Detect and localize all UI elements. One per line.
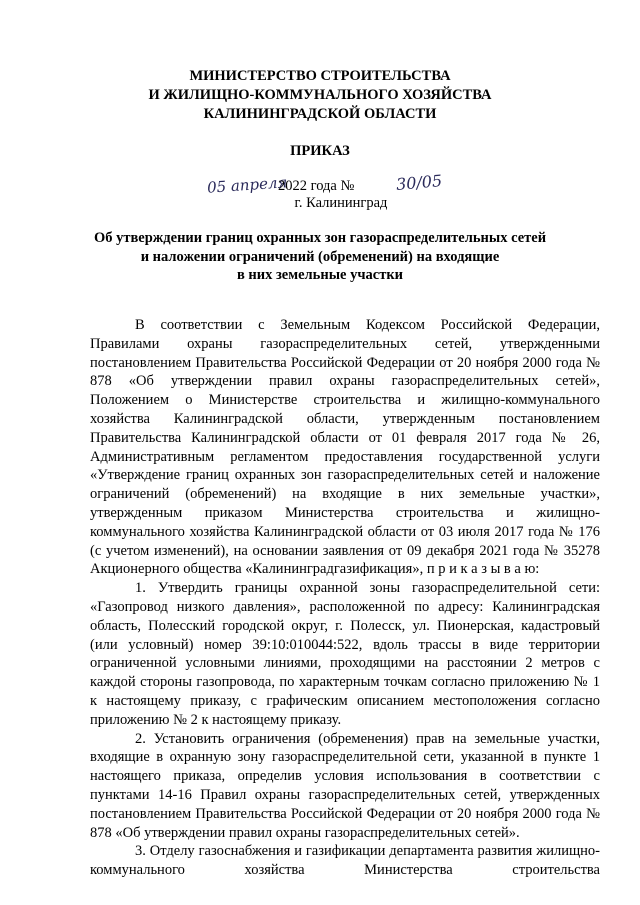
paragraph-item-3: 3. Отделу газоснабжения и газификации департамента развития жилищно-коммунального хозяйства Министерства строительства bbox=[90, 843, 600, 879]
ministry-line: МИНИСТЕРСТВО СТРОИТЕЛЬСТВА bbox=[189, 68, 451, 84]
ministry-line: И ЖИЛИЩНО-КОММУНАЛЬНОГО ХОЗЯЙСТВА bbox=[148, 87, 492, 103]
paragraph-item-2: 2. Установить ограничения (обременения) прав на земельные участки, входящие в охранную зону газораспределительной сети, указанной в пункте 1 настоящего приказа, определив условия использования в соответствии с пунктами 14-16 Правил охраны газораспределительных сетей, утвержденных постановлением Правительства Российской Федерации от 20 ноября 2000 года № 878 «Об утверждении правил охраны газораспределительных сетей». bbox=[90, 730, 600, 841]
ministry-line: КАЛИНИНГРАДСКОЙ ОБЛАСТИ bbox=[203, 106, 437, 122]
year-text: 2022 года № bbox=[278, 178, 355, 194]
city-line: г. Калининград bbox=[294, 195, 388, 211]
order-body bbox=[90, 316, 600, 880]
doc-type-heading: ПРИКАЗ bbox=[290, 143, 350, 159]
title-line: и наложении ограничений (обременений) на входящие bbox=[140, 248, 500, 265]
title-line: Об утверждении границ охранных зон газораспределительных сетей bbox=[93, 230, 547, 246]
handwritten-date: 05 апреля bbox=[206, 173, 288, 197]
handwritten-order-number: 30/05 bbox=[395, 171, 443, 194]
title-line: в них земельные участки bbox=[236, 267, 404, 283]
order-title bbox=[0, 229, 640, 285]
ministry-header bbox=[0, 67, 640, 124]
paragraph-item-1: 1. Утвердить границы охранной зоны газораспределительной сети: «Газопровод низкого давления», расположенной по адресу: Калининградская область, Полесский городской округ, г. Полесск, ул. Пионерская, кадастровый (или условный) номер 39:10:010044:522, вдоль трассы в виде территории ограниченной условными линиями, проходящими на расстоянии 2 метров с каждой стороны газопровода, по характерным точкам согласно приложению № 1 к настоящему приказу, с графическим описанием местоположения согласно приложению № 2 к настоящему приказу. bbox=[90, 580, 600, 728]
paragraph-preamble: В соответствии с Земельным Кодексом Российской Федерации, Правилами охраны газораспределительных сетей, утвержденными постановлением Правительства Российской Федерации от 20 ноября 2000 года № 878 «Об утверждении правил охраны газораспределительных сетей», Положением о Министерстве строительства и жилищно-коммунального хозяйства Калининградской области, утвержденным постановлением Правительства Калининградской области от 01 февраля 2017 года № 26, Административным регламентом предоставления государственной услуги «Утверждение границ охранных зон газораспределительных сетей и наложение ограничений (обременений) на входящие в них земельные участки», утвержденным приказом Министерства строительства и жилищно-коммунального хозяйства Калининградской области от 03 июля 2017 года № 176 (с учетом изменений), на основании заявления от 09 декабря 2021 года № 35278 Акционерного общества «Калининградгазификация», п р и к а з ы в а ю: bbox=[90, 317, 600, 578]
